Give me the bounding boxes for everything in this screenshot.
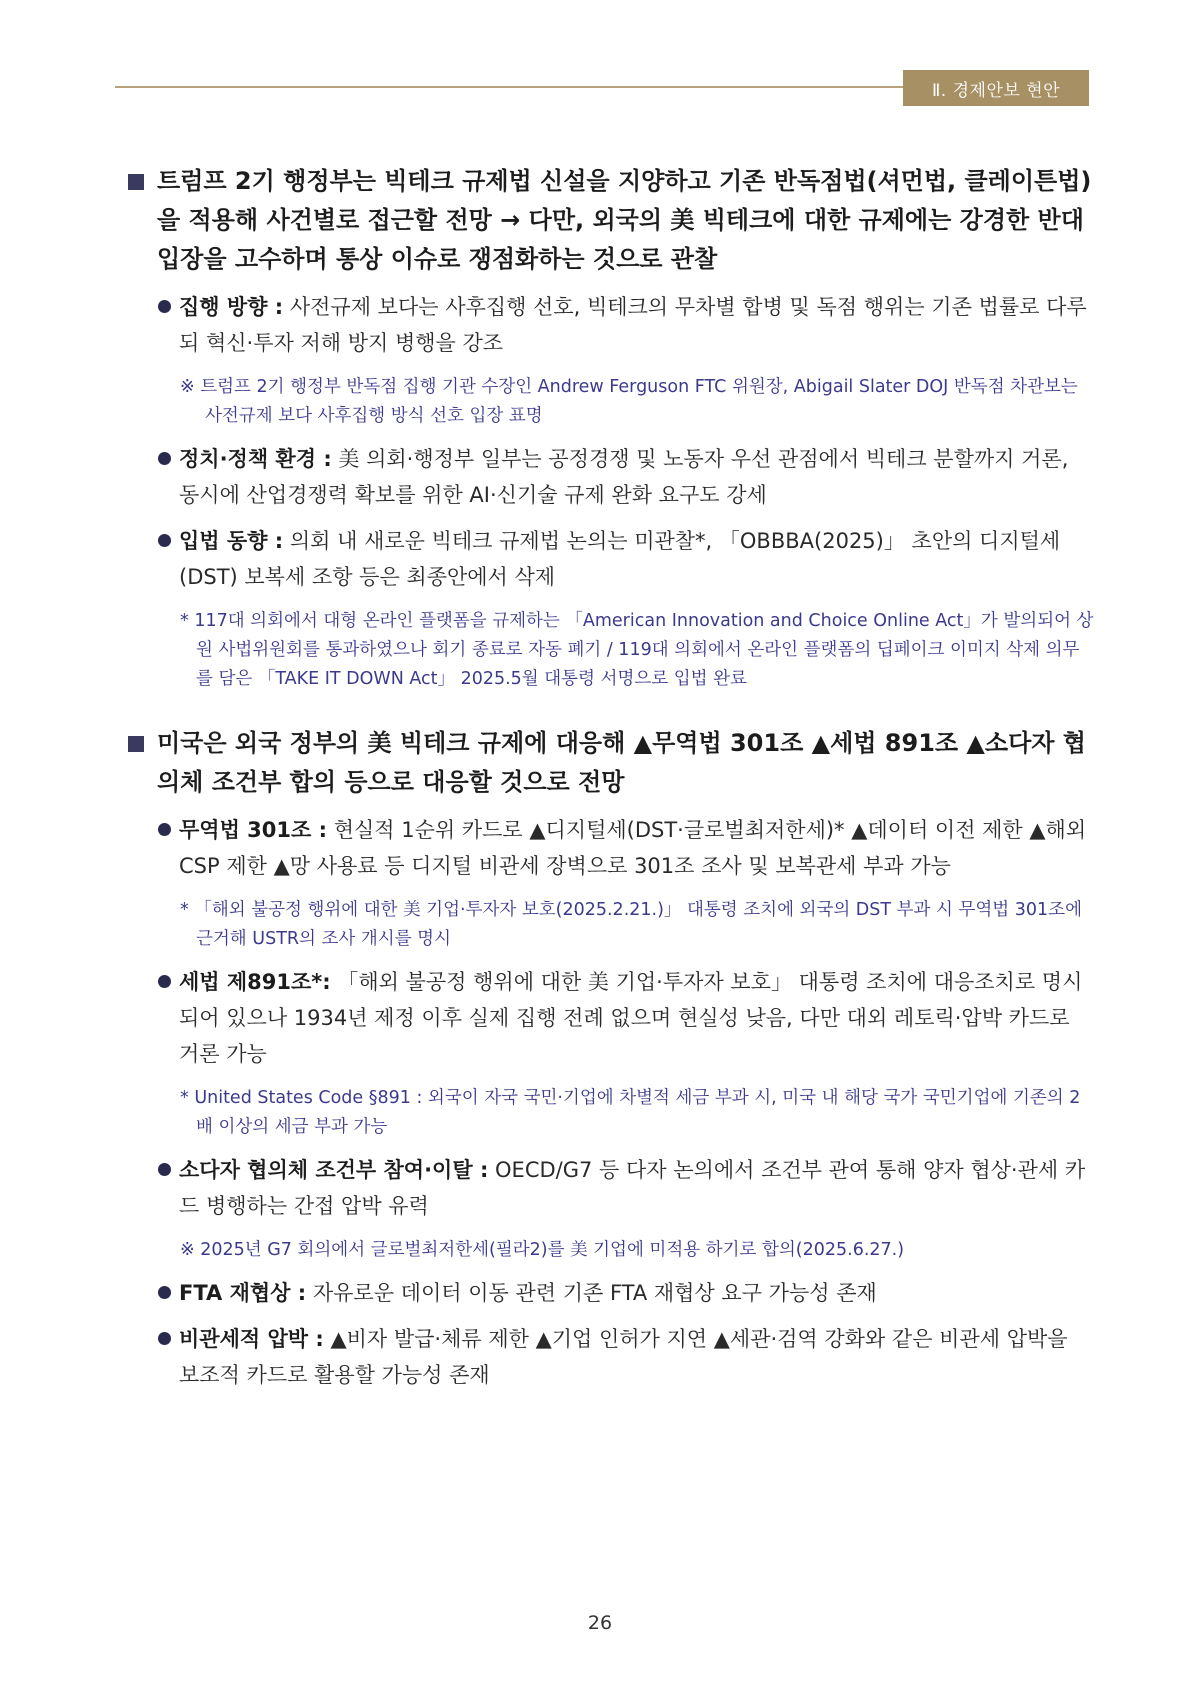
item-term: 비관세적 압박 : [179,1327,324,1351]
list-item [158,289,1094,361]
list-item-body [179,289,1094,361]
footnote: * 「해외 불공정 행위에 대한 美 기업·투자자 보호(2025.2.21.)」 대통령 조치에 외국의 DST 부과 시 무역법 301조에 근거해 USTR의 조사 개시를 명시 [180,900,1082,949]
section-1 [124,162,1094,694]
list-item-body [179,812,1094,884]
footnote: * 117대 의회에서 대형 온라인 플랫폼을 규제하는 「American Innovation and Choice Online Act」가 발의되어 상원 사법위원회를 통과하였으나 회기 종료로 자동 폐기 / 119대 의회에서 온라인 플랫폼의 딥페이크 이미지 삭제 의무를 담은 「TAKE IT DOWN Act」 2025.5월 대통령 서명으로 입법 완료 [180,611,1094,689]
section-tag: Ⅱ. 경제안보 현안 [903,70,1089,106]
list-item [158,523,1094,595]
item-text: 美 의회·행정부 일부는 공정경쟁 및 노동자 우선 관점에서 빅테크 분할까지 거론, 동시에 산업경쟁력 확보를 위한 AI·신기술 규제 완화 요구도 강세 [179,447,1069,507]
square-bullet-icon [128,174,144,190]
circle-bullet-icon [158,300,171,313]
item-term: 세법 제891조*: [179,970,331,994]
circle-bullet-icon [158,975,171,988]
item-text: 「해외 불공정 행위에 대한 美 기업·투자자 보호」 대통령 조치에 대응조치로 명시되어 있으나 1934년 제정 이후 실제 집행 전례 없으며 현실성 낮음, 다만 대외 레토릭·압박 카드로 거론 가능 [179,970,1083,1066]
note: ※ 트럼프 2기 행정부 반독점 집행 기관 수장인 Andrew Ferguson FTC 위원장, Abigail Slater DOJ 반독점 차관보는 사전규제 보다 사후집행 방식 선호 입장 표명 [180,377,1078,426]
item-text: 자유로운 데이터 이동 관련 기존 FTA 재협상 요구 가능성 존재 [312,1281,877,1305]
list-item-body [179,1275,877,1311]
section-heading [124,724,1094,802]
item-term: 소다자 협의체 조건부 참여·이탈 : [179,1158,489,1182]
circle-bullet-icon [158,1286,171,1299]
note: ※ 2025년 G7 회의에서 글로벌최저한세(필라2)를 美 기업에 미적용 하기로 합의(2025.6.27.) [180,1240,905,1260]
list-item-body [179,1152,1094,1224]
item-term: FTA 재협상 : [179,1281,307,1305]
item-text: 현실적 1순위 카드로 ▲디지털세(DST·글로벌최저한세)* ▲데이터 이전 제한 ▲해외 CSP 제한 ▲망 사용료 등 디지털 비관세 장벽으로 301조 조사 및 보복관세 부과 가능 [179,818,1087,878]
circle-bullet-icon [158,823,171,836]
circle-bullet-icon [158,1332,171,1345]
item-term: 입법 동향 : [179,529,284,553]
list-item-body [179,1321,1094,1393]
item-term: 집행 방향 : [179,295,284,319]
section-2 [124,724,1094,1393]
item-text: ▲비자 발급·체류 제한 ▲기업 인허가 지연 ▲세관·검역 강화와 같은 비관세 압박을 보조적 카드로 활용할 가능성 존재 [179,1327,1068,1387]
circle-bullet-icon [158,1163,171,1176]
section-heading [124,162,1094,279]
item-term: 무역법 301조 : [179,818,327,842]
page-number: 26 [587,1612,613,1634]
item-text: 사전규제 보다는 사후집행 선호, 빅테크의 무차별 합병 및 독점 행위는 기존 법률로 다루되 혁신·투자 저해 방지 병행을 강조 [179,295,1087,355]
list-item [158,441,1094,513]
list-item [158,1275,1094,1311]
section-heading-text: 트럼프 2기 행정부는 빅테크 규제법 신설을 지양하고 기존 반독점법(셔먼법, 클레이튼법)을 적용해 사건별로 접근할 전망 → 다만, 외국의 美 빅테크에 대한 규제에는 강경한 반대 입장을 고수하며 통상 이슈로 쟁점화하는 것으로 관찰 [157,167,1092,273]
list-item-body [179,441,1094,513]
item-text: 의회 내 새로운 빅테크 규제법 논의는 미관찰*, 「OBBBA(2025)」 초안의 디지털세 (DST) 보복세 조항 등은 최종안에서 삭제 [179,529,1061,589]
list-item [158,812,1094,884]
header-rule [115,86,905,88]
square-bullet-icon [128,736,144,752]
list-item [158,1321,1094,1393]
footnote: * United States Code §891 : 외국이 자국 국민·기업에 차별적 세금 부과 시, 미국 내 해당 국가 국민기업에 기존의 2배 이상의 세금 부과 가능 [180,1088,1081,1137]
circle-bullet-icon [158,534,171,547]
item-text: OECD/G7 등 다자 논의에서 조건부 관여 통해 양자 협상·관세 카드 병행하는 간접 압박 유력 [179,1158,1086,1218]
item-term: 정치·정책 환경 : [179,447,332,471]
page-content [124,162,1094,1423]
list-item [158,1152,1094,1224]
circle-bullet-icon [158,452,171,465]
list-item-body [179,964,1094,1072]
section-heading-text: 미국은 외국 정부의 美 빅테크 규제에 대응해 ▲무역법 301조 ▲세법 891조 ▲소다자 협의체 조건부 합의 등으로 대응할 것으로 전망 [157,729,1086,796]
list-item [158,964,1094,1072]
list-item-body [179,523,1094,595]
